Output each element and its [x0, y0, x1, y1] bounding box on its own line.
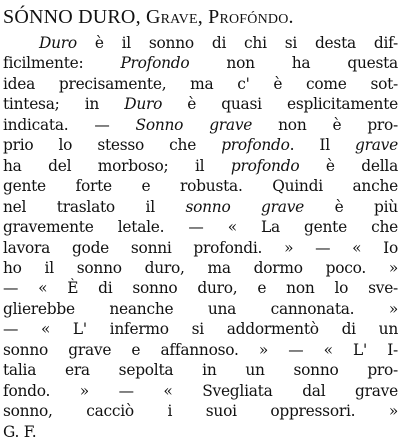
body-line [3, 53, 398, 73]
body-line [3, 197, 398, 217]
body-line [3, 156, 398, 176]
text-run: ficilmente: [3, 54, 121, 73]
italic-term: sonno grave [185, 197, 304, 216]
body-line [3, 401, 398, 421]
text-run: indicata. — [3, 115, 136, 134]
text-run: ha del morboso; il [3, 156, 231, 175]
text-run: fondo. » — « Svegliata dal grave [3, 381, 398, 400]
text-run: — « L' infermo si addormentò di un [3, 320, 398, 339]
text-run: nel traslato il [3, 197, 186, 216]
text-run: idea precisamente, ma c' è come sot- [3, 74, 398, 93]
body-line [3, 319, 398, 339]
text-run: ho il sonno duro, ma dormo poco. » [3, 258, 398, 277]
headword-synonym-profondo: Profóndo. [208, 6, 294, 28]
body-line [3, 422, 398, 442]
body-line [3, 74, 398, 94]
headword-main: SÓNNO DURO, [3, 6, 141, 28]
body-line [3, 340, 398, 360]
headword-synonym-grave: Grave, [145, 6, 203, 28]
text-run: sonno grave e affannoso. » — « L' I- [3, 340, 398, 359]
body-line [3, 94, 398, 114]
text-run: non ha questa [189, 54, 398, 73]
text-run: gravemente letale. — « La gente che [3, 218, 398, 237]
text-run: talia era sepolta in un sonno pro- [3, 361, 398, 380]
text-run: non è pro- [252, 115, 398, 134]
body-line [3, 299, 398, 319]
body-line [3, 381, 398, 401]
text-run: glierebbe neanche una cannonata. » [3, 299, 398, 318]
body-line [3, 238, 398, 258]
italic-term: Profondo [120, 54, 190, 73]
body-line [3, 258, 398, 278]
text-run: prio lo stesso che [3, 136, 222, 155]
body-line [3, 176, 398, 196]
text-run: è della [299, 156, 398, 175]
text-run: sonno, cacciò i suoi oppressori. » [3, 402, 398, 421]
italic-term: Duro [124, 95, 163, 114]
text-run: è quasi esplicitamente [162, 95, 398, 114]
italic-term: Duro [39, 34, 77, 52]
text-run: . Il [289, 136, 356, 155]
italic-term: Sonno grave [135, 115, 253, 134]
entry-body [3, 33, 398, 442]
text-run: è più [304, 197, 398, 216]
body-line [3, 115, 398, 135]
text-run: è il sonno di chi si desta dif- [76, 34, 398, 52]
body-line [3, 360, 398, 380]
entry-heading [3, 6, 398, 28]
text-run: — « È di sonno duro, e non lo sve- [3, 279, 398, 298]
text-run: gente forte e robusta. Quindi anche [3, 177, 398, 196]
body-line [3, 278, 398, 298]
text-run: G. F. [3, 422, 37, 441]
body-line [3, 33, 398, 53]
italic-term: grave [355, 136, 398, 155]
body-line [3, 217, 398, 237]
italic-term: profondo [230, 156, 300, 175]
text-run: tintesa; in [3, 95, 125, 114]
text-run: lavora gode sonni profondi. » — « Io [3, 238, 398, 257]
italic-term: profondo [221, 136, 290, 155]
body-line [3, 135, 398, 155]
